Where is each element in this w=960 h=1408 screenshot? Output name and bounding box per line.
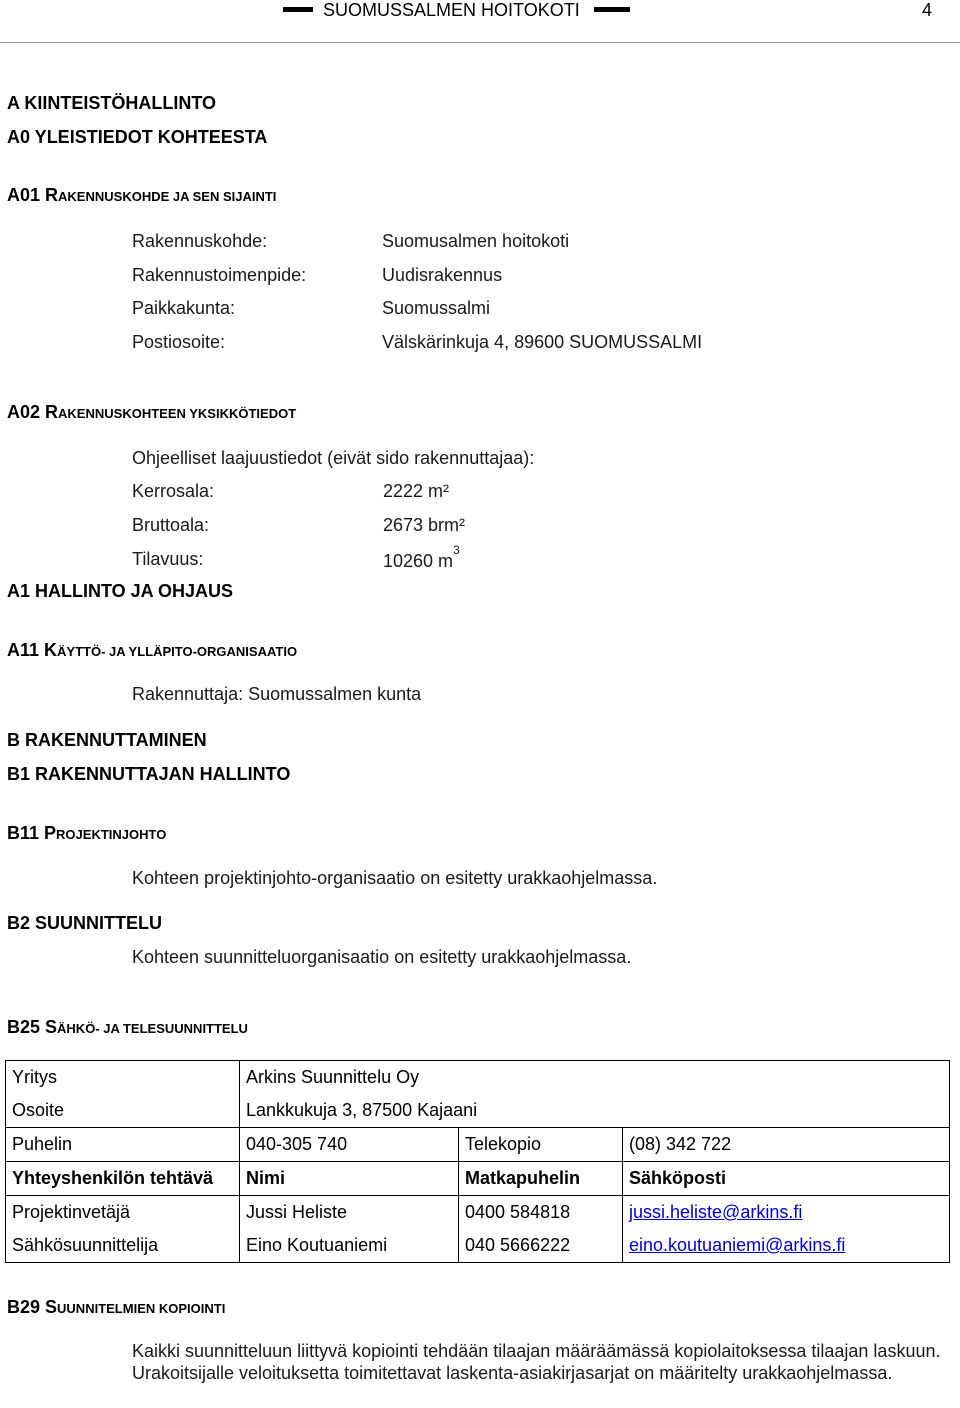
header-bar-right <box>594 7 630 12</box>
site-label-2: Paikkakunta: <box>132 298 236 318</box>
unit-value-2 <box>383 543 460 571</box>
table-row-company <box>6 1061 950 1095</box>
unit-label-0: Kerrosala: <box>132 481 215 501</box>
unit-value-0: 2222 m² <box>383 481 450 501</box>
fax-value: (08) 342 722 <box>623 1128 950 1162</box>
heading-a01-rest: AKENNUSKOHDE JA SEN SIJAINTI <box>58 189 277 204</box>
fax-label: Telekopio <box>459 1128 623 1162</box>
header-role: Yhteyshenkilön tehtävä <box>6 1162 240 1196</box>
person-email-link[interactable]: eino.koutuaniemi@arkins.fi <box>629 1235 846 1255</box>
heading-a11-rest: ÄYTTÖ- JA YLLÄPITO-ORGANISAATIO <box>57 644 298 659</box>
address-value: Lankkukuja 3, 87500 Kajaani <box>240 1094 950 1128</box>
unit-value-2-sup: 3 <box>453 543 460 557</box>
site-value-1: Uudisrakennus <box>382 265 503 285</box>
table-row-phone <box>6 1128 950 1162</box>
phone-label: Puhelin <box>6 1128 240 1162</box>
header-mobile: Matkapuhelin <box>459 1162 623 1196</box>
unit-value-1: 2673 brm² <box>383 515 466 535</box>
table-row <box>6 1229 950 1263</box>
heading-a02-code: A02 R <box>7 402 59 422</box>
phone-value: 040-305 740 <box>240 1128 459 1162</box>
site-label-3: Postiosoite: <box>132 332 226 352</box>
heading-b11-code: B11 P <box>7 823 57 843</box>
site-label-1: Rakennustoimenpide: <box>132 265 307 285</box>
heading-a11 <box>7 641 297 659</box>
address-label: Osoite <box>6 1094 240 1128</box>
heading-a02-rest: AKENNUSKOHTEEN YKSIKKÖTIEDOT <box>58 406 297 421</box>
heading-a01-code: A01 R <box>7 185 59 205</box>
person-email-link[interactable]: jussi.heliste@arkins.fi <box>629 1202 803 1222</box>
heading-a0: A0 YLEISTIEDOT KOHTEESTA <box>7 127 268 147</box>
table-row-address <box>6 1094 950 1128</box>
rakennuttaja-text: Rakennuttaja: Suomussalmen kunta <box>132 684 422 704</box>
heading-a02 <box>7 403 296 421</box>
heading-a1: A1 HALLINTO JA OHJAUS <box>7 581 234 601</box>
person-name: Eino Koutuaniemi <box>240 1229 459 1263</box>
heading-a: A KIINTEISTÖHALLINTO <box>7 93 216 113</box>
heading-b29 <box>7 1298 225 1316</box>
suunnittelu-text: Kohteen suunnitteluorganisaatio on esitetty urakkaohjelmassa. <box>132 947 632 967</box>
heading-b29-rest: UUNNITELMIEN KOPIOINTI <box>57 1301 226 1316</box>
header-bar-left <box>283 7 313 12</box>
person-mobile: 040 5666222 <box>459 1229 623 1263</box>
projektinjohto-text: Kohteen projektinjohto-organisaatio on esitetty urakkaohjelmassa. <box>132 868 658 888</box>
heading-b: B RAKENNUTTAMINEN <box>7 730 207 750</box>
header-title: SUOMUSSALMEN HOITOKOTI <box>323 0 580 20</box>
heading-b1: B1 RAKENNUTTAJAN HALLINTO <box>7 764 291 784</box>
company-value: Arkins Suunnittelu Oy <box>240 1061 950 1095</box>
person-mobile: 0400 584818 <box>459 1196 623 1230</box>
person-role: Projektinvetäjä <box>6 1196 240 1230</box>
heading-b25-rest: ÄHKÖ- JA TELESUUNNITTELU <box>57 1021 248 1036</box>
page-number: 4 <box>922 0 933 20</box>
table-row <box>6 1196 950 1230</box>
header-email: Sähköposti <box>623 1162 950 1196</box>
site-value-2: Suomussalmi <box>382 298 491 318</box>
person-name: Jussi Heliste <box>240 1196 459 1230</box>
heading-b11 <box>7 824 166 842</box>
heading-b11-rest: ROJEKTINJOHTO <box>56 827 167 842</box>
heading-a11-code: A11 K <box>7 640 58 660</box>
unit-value-2-main: 10260 m <box>383 551 454 571</box>
unit-label-2: Tilavuus: <box>132 549 204 569</box>
unit-intro: Ohjeelliset laajuustiedot (eivät sido rakennuttajaa): <box>132 448 535 468</box>
header-rule <box>0 42 960 43</box>
header-name: Nimi <box>240 1162 459 1196</box>
kopiointi-paragraph: Kaikki suunnitteluun liittyvä kopiointi tehdään tilaajan määräämässä kopiolaitoksessa tilaajan laskuun. Urakoitsijalle veloituksetta toimitettavat laskenta-asiakirjasarjat on määritelty urakkaohjelmassa. <box>132 1341 941 1383</box>
contact-table <box>5 1060 950 1263</box>
site-value-3: Välskärinkuja 4, 89600 SUOMUSSALMI <box>382 332 703 352</box>
unit-label-1: Bruttoala: <box>132 515 210 535</box>
table-header-row <box>6 1162 950 1196</box>
heading-a01 <box>7 186 276 204</box>
company-label: Yritys <box>6 1061 240 1095</box>
person-role: Sähkösuunnittelija <box>6 1229 240 1263</box>
heading-b25-code: B25 S <box>7 1017 58 1037</box>
site-value-0: Suomusalmen hoitokoti <box>382 231 570 251</box>
heading-b2: B2 SUUNNITTELU <box>7 913 163 933</box>
heading-b25 <box>7 1018 248 1036</box>
site-label-0: Rakennuskohde: <box>132 231 268 251</box>
heading-b29-code: B29 S <box>7 1297 58 1317</box>
